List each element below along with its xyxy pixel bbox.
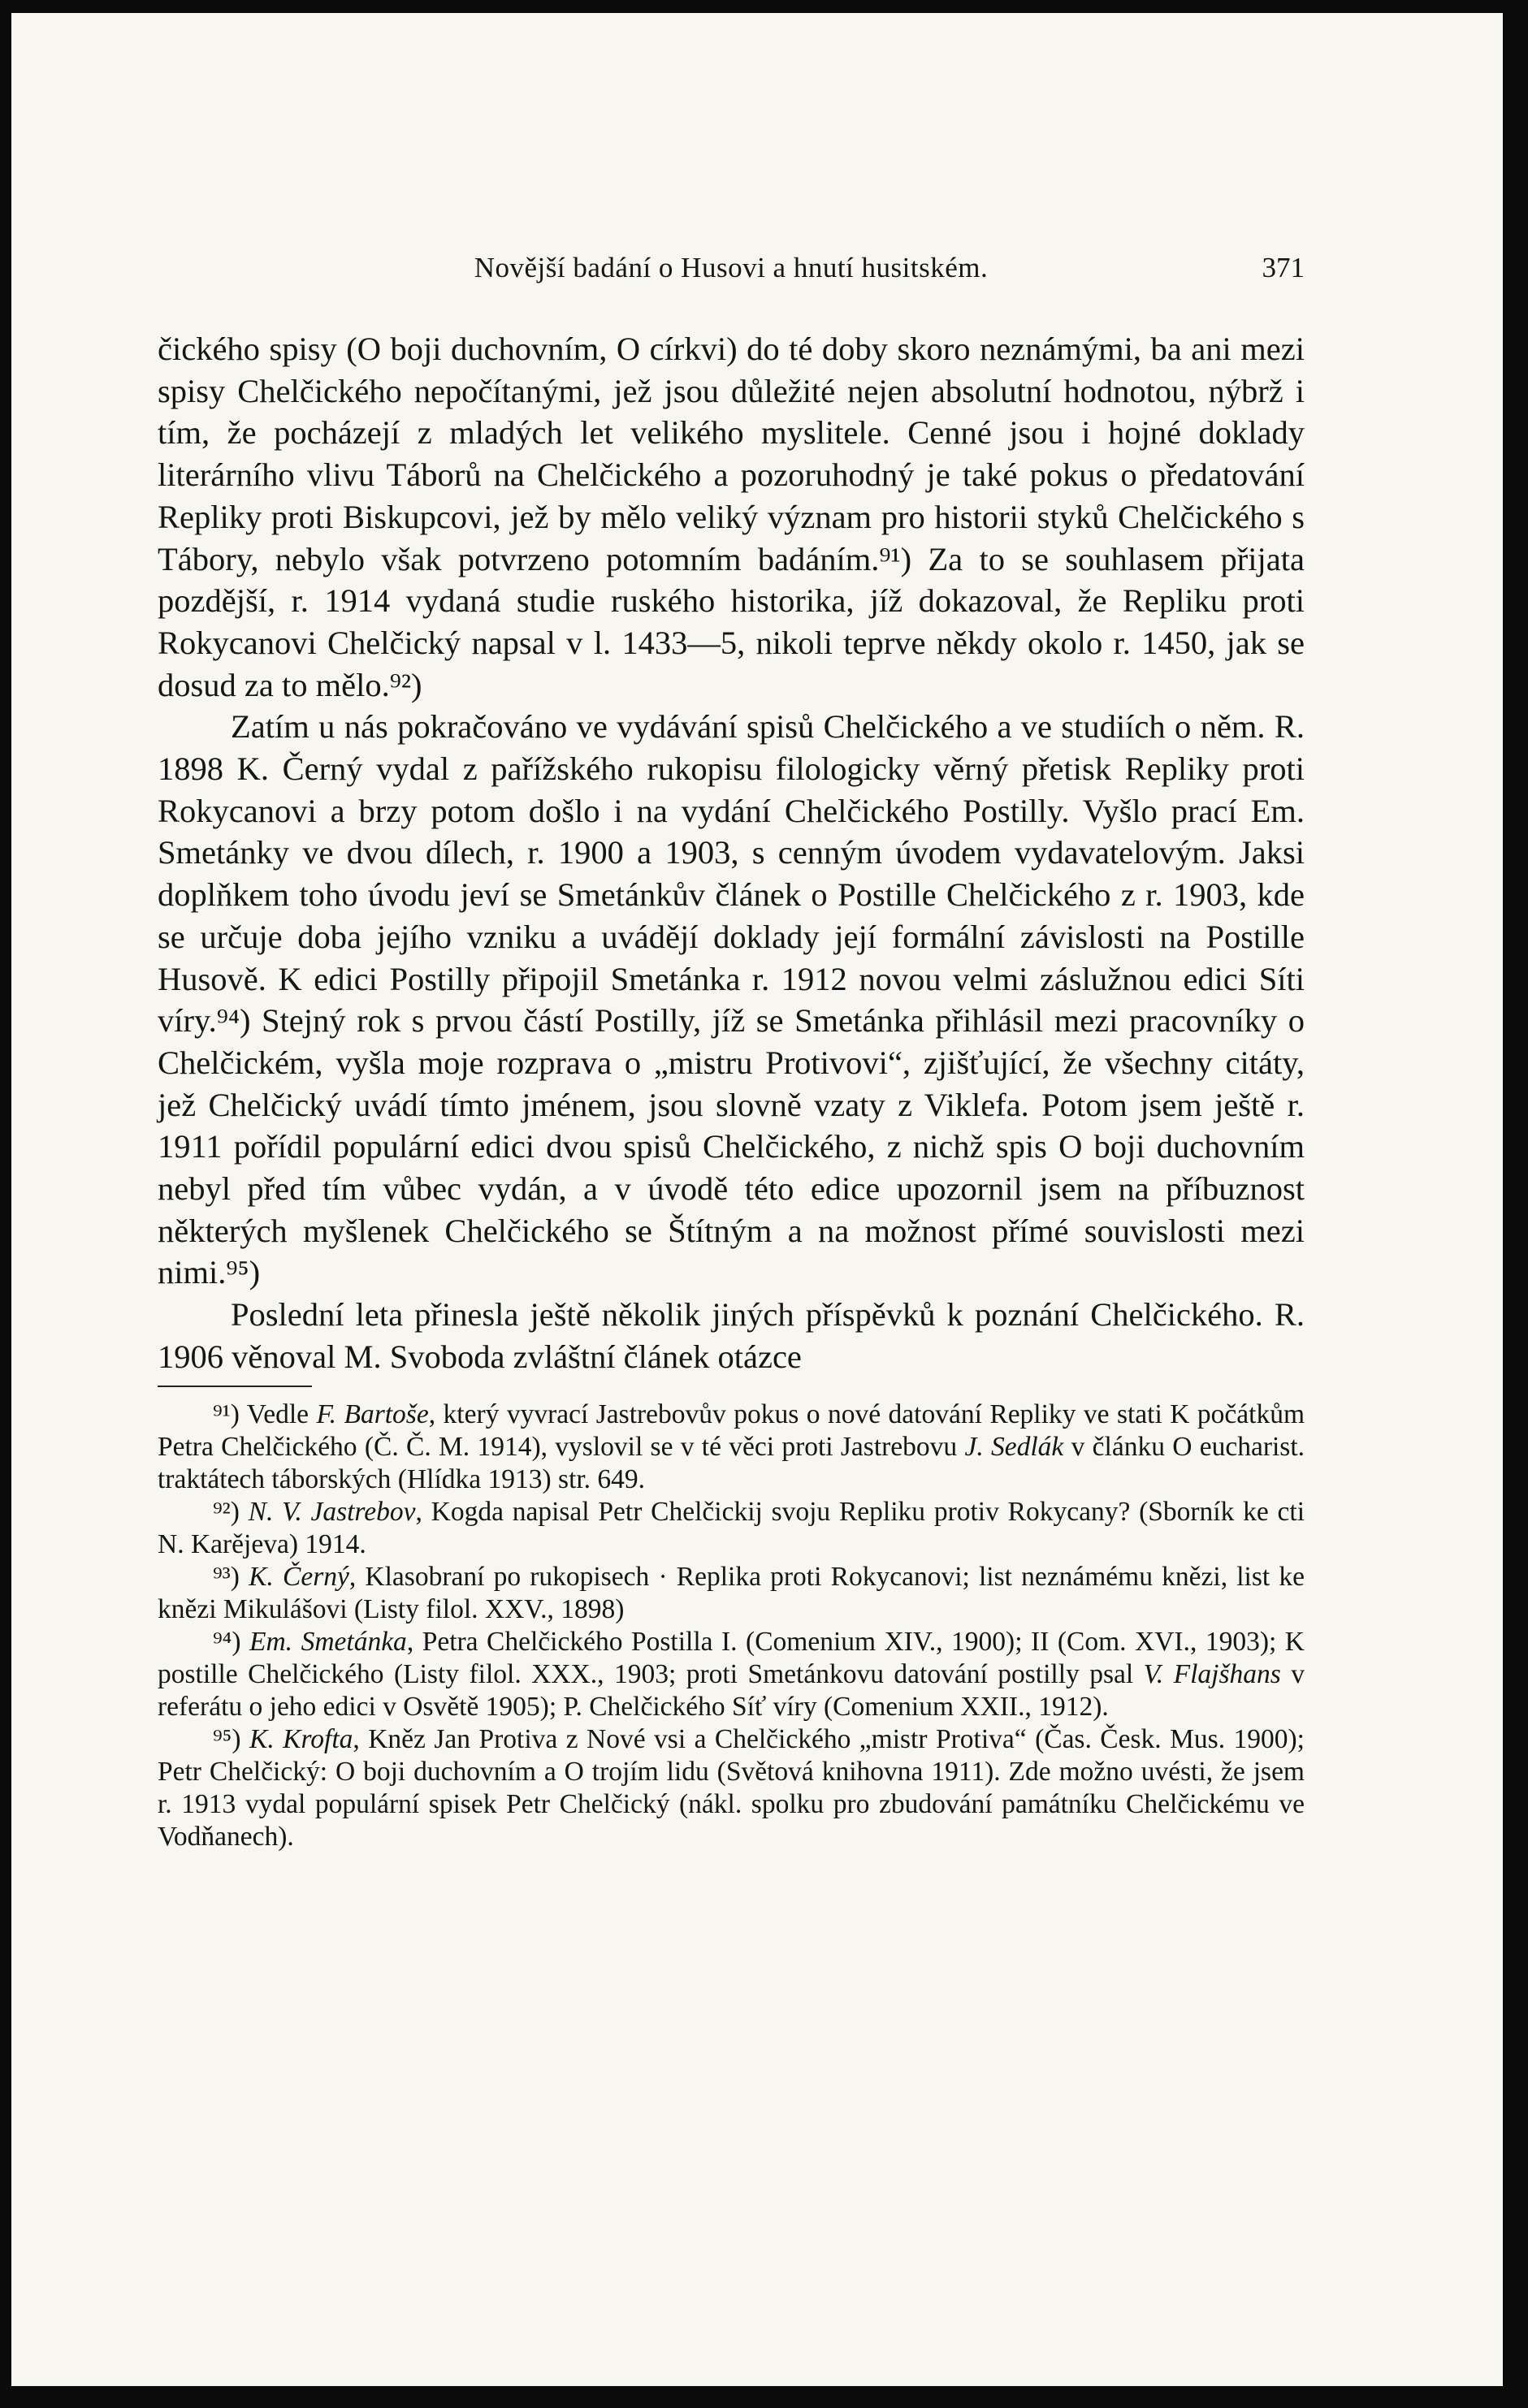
main-text bbox=[158, 328, 1305, 1853]
footnote-mark: ⁹³) bbox=[213, 1561, 240, 1592]
footnote-mark: ⁹⁴) bbox=[213, 1626, 241, 1657]
footnote-divider bbox=[158, 1386, 312, 1387]
running-title: Novější badání o Husovi a hnutí husitském. bbox=[474, 252, 989, 283]
footnotes bbox=[158, 1399, 1305, 1853]
footnote-mark: ⁹⁵) bbox=[213, 1723, 241, 1754]
footnote-95: ⁹⁵) K. Krofta, Kněz Jan Protiva z Nové vsi a Chelčického „mistr Protiva“ (Čas. Česk. Mus. 1900); Petr Chelčický: O boji duchovním a O trojím lidu (Světová knihovna 1911). Zde možno uvésti, že jsem r. 1913 vydal populární spisek Petr Chelčický (nákl. spolku pro zbudování památníku Chelčickému ve Vodňanech). bbox=[158, 1723, 1305, 1852]
footnote-mark: ⁹¹) bbox=[213, 1399, 240, 1429]
footnote-author: V. Flajšhans bbox=[1143, 1658, 1281, 1689]
paragraph-3: Poslední leta přinesla ještě několik jiných příspěvků k poznání Chelčického. R. 1906 věnoval M. Svoboda zvláštní článek otázce bbox=[158, 1296, 1305, 1375]
footnote-author: F. Bartoše bbox=[316, 1399, 429, 1429]
paragraph-2: Zatím u nás pokračováno ve vydávání spisů Chelčického a ve studiích o něm. R. 1898 K. Černý vydal z pařížského rukopisu filologicky věrný přetisk Repliky proti Rokycanovi a brzy potom došlo i na vydání Chelčického Postilly. Vyšlo prací Em. Smetánky ve dvou dílech, r. 1900 a 1903, s cenným úvodem vydavatelovým. Jaksi doplňkem toho úvodu jeví se Smetánkův článek o Postille Chelčického z r. 1903, kde se určuje doba jejího vzniku a uvádějí doklady její formální závislosti na Postille Husově. K edici Postilly připojil Smetánka r. 1912 novou velmi záslužnou edici Síti víry.⁹⁴) Stejný rok s prvou částí Postilly, jíž se Smetánka přihlásil mezi pracovníky o Chelčickém, vyšla moje rozprava o „mistru Protivovi“, zjišťující, že všechny citáty, jež Chelčický uvádí tímto jménem, jsou slovně vzaty z Viklefa. Potom jsem ještě r. 1911 pořídil populární edici dvou spisů Chelčického, z nichž spis O boji duchovním nebyl před tím vůbec vydán, a v úvodě této edice upozornil jsem na příbuznost některých myšlenek Chelčického se Štítným a na možnost přímé souvislosti mezi nimi.⁹⁵) bbox=[158, 708, 1305, 1291]
paragraph-1: čického spisy (O boji duchovním, O církvi) do té doby skoro neznámými, ba ani mezi spisy Chelčického nepočítanými, jež jsou důležité nejen absolutní hodnotou, nýbrž i tím, že pocházejí z mladých let velikého myslitele. Cenné jsou i hojné doklady literárního vlivu Táborů na Chelčického a pozoruhodný je také pokus o předatování Repliky proti Biskupcovi, jež by mělo veliký význam pro historii styků Chelčického s Tábory, nebylo však potvrzeno potomním badáním.⁹¹) Za to se souhlasem přijata pozdější, r. 1914 vydaná studie ruského historika, jíž dokazoval, že Repliku proti Rokycanovi Chelčický napsal v l. 1433—5, nikoli teprve někdy okolo r. 1450, jak se dosud za to mělo.⁹²) bbox=[158, 331, 1305, 703]
footnote-author: K. Krofta bbox=[249, 1723, 353, 1754]
book-page bbox=[11, 13, 1503, 2386]
page-number: 371 bbox=[1262, 252, 1305, 283]
footnote-mark: ⁹²) bbox=[213, 1496, 240, 1527]
footnote-94: ⁹⁴) Em. Smetánka, Petra Chelčického Postilla I. (Comenium XIV., 1900); II (Com. XVI., 1903); K postille Chelčického (Listy filol. XXX., 1903; proti Smetánkovu datování postilly psal V. Flajšhans v referátu o jeho edici v Osvětě 1905); P. Chelčického Síť víry (Comenium XXII., 1912). bbox=[158, 1626, 1305, 1722]
footnote-93: ⁹³) K. Černý, Klasobraní po rukopisech · Replika proti Rokycanovi; list neznámému knězi, list ke knězi Mikulášovi (Listy filol. XXV., 1898) bbox=[158, 1561, 1305, 1624]
footnote-92: ⁹²) N. V. Jastrebov, Kogda napisal Petr Chelčickij svoju Repliku protiv Rokycany? (Sborník ke cti N. Karějeva) 1914. bbox=[158, 1496, 1305, 1559]
footnote-author: N. V. Jastrebov bbox=[248, 1496, 416, 1527]
footnote-author: Em. Smetánka bbox=[249, 1626, 407, 1657]
footnote-author: J. Sedlák bbox=[964, 1431, 1064, 1462]
footnote-91: ⁹¹) Vedle F. Bartoše, který vyvrací Jastrebovův pokus o nové datování Repliky ve stati K počátkům Petra Chelčického (Č. Č. M. 1914), vyslovil se v té věci proti Jastrebovu J. Sedlák v článku O eucharist. traktátech táborských (Hlídka 1913) str. 649. bbox=[158, 1399, 1305, 1494]
footnote-author: K. Černý bbox=[249, 1561, 349, 1592]
